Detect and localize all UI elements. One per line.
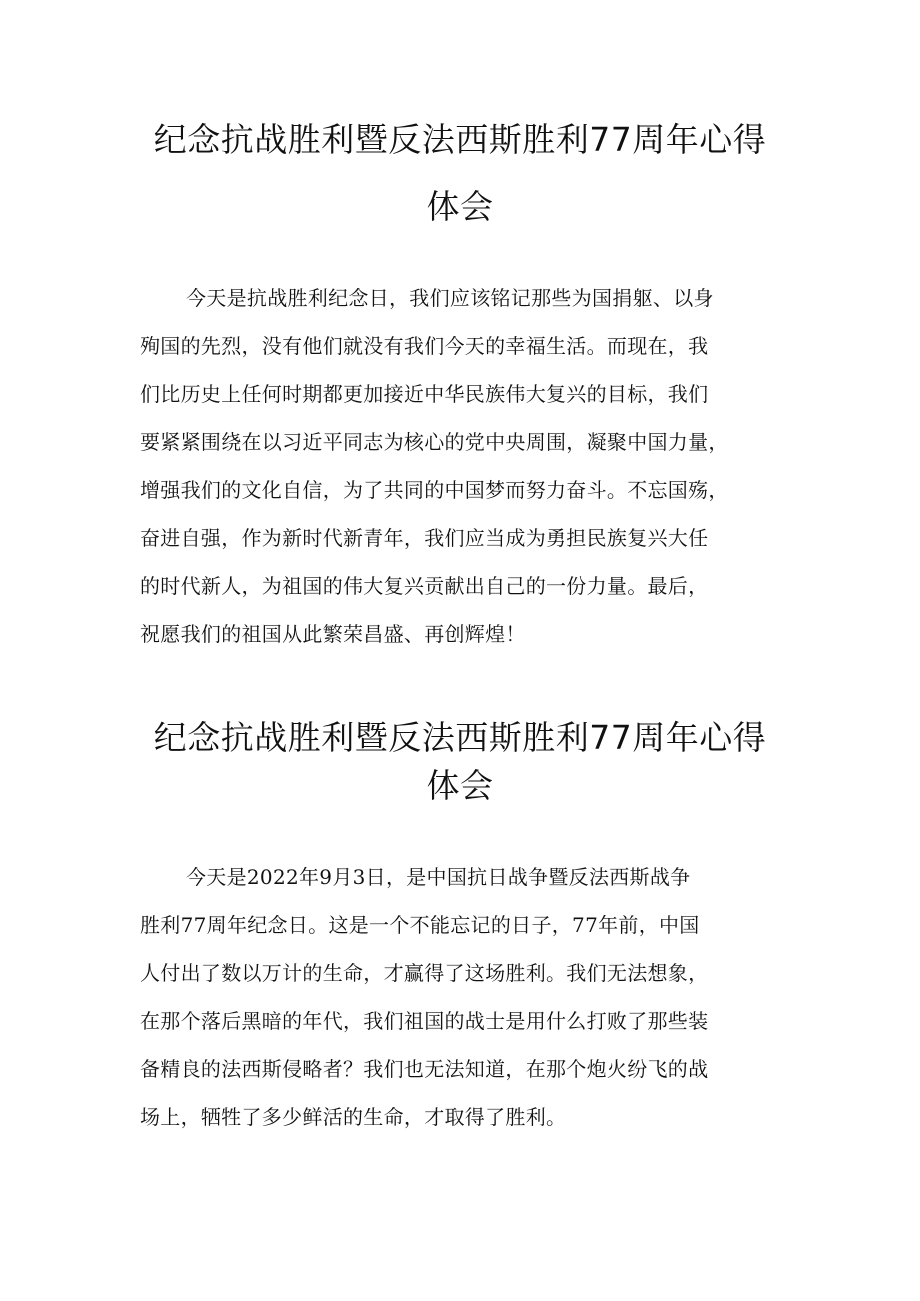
paragraph-line: 在那个落后黑暗的年代，我们祖国的战士是用什么打败了那些装 bbox=[140, 1009, 709, 1033]
section2-paragraph bbox=[140, 853, 800, 1141]
paragraph-line: 祝愿我们的祖国从此繁荣昌盛、再创辉煌！ bbox=[140, 622, 526, 646]
paragraph-line: 今天是2022年9月3日，是中国抗日战争暨反法西斯战争 bbox=[186, 865, 691, 889]
paragraph-line: 殉国的先烈，没有他们就没有我们今天的幸福生活。而现在，我 bbox=[140, 334, 709, 358]
paragraph-line: 奋进自强，作为新时代新青年，我们应当成为勇担民族复兴大任 bbox=[140, 526, 709, 550]
paragraph-line: 人付出了数以万计的生命，才赢得了这场胜利。我们无法想象， bbox=[140, 961, 709, 985]
section1-title-line2: 体会 bbox=[426, 187, 494, 226]
paragraph-line: 增强我们的文化自信，为了共同的中国梦而努力奋斗。不忘国殇， bbox=[140, 478, 729, 502]
section1-paragraph bbox=[140, 274, 800, 658]
section2-title-line2: 体会 bbox=[426, 766, 494, 805]
paragraph-line: 要紧紧围绕在以习近平同志为核心的党中央周围，凝聚中国力量， bbox=[140, 430, 729, 454]
paragraph-line: 今天是抗战胜利纪念日，我们应该铭记那些为国捐躯、以身 bbox=[186, 286, 714, 310]
section2-title-line1: 纪念抗战胜利暨反法西斯胜利77周年心得 bbox=[153, 718, 767, 757]
paragraph-line: 胜利77周年纪念日。这是一个不能忘记的日子，77年前，中国 bbox=[140, 913, 700, 937]
paragraph-line: 场上，牺牲了多少鲜活的生命，才取得了胜利。 bbox=[140, 1105, 567, 1129]
paragraph-line: 们比历史上任何时期都更加接近中华民族伟大复兴的目标，我们 bbox=[140, 382, 709, 406]
paragraph-line: 备精良的法西斯侵略者？我们也无法知道，在那个炮火纷飞的战 bbox=[140, 1057, 709, 1081]
paragraph-line: 的时代新人，为祖国的伟大复兴贡献出自己的一份力量。最后， bbox=[140, 574, 709, 598]
section1-title-line1: 纪念抗战胜利暨反法西斯胜利77周年心得 bbox=[153, 120, 767, 159]
